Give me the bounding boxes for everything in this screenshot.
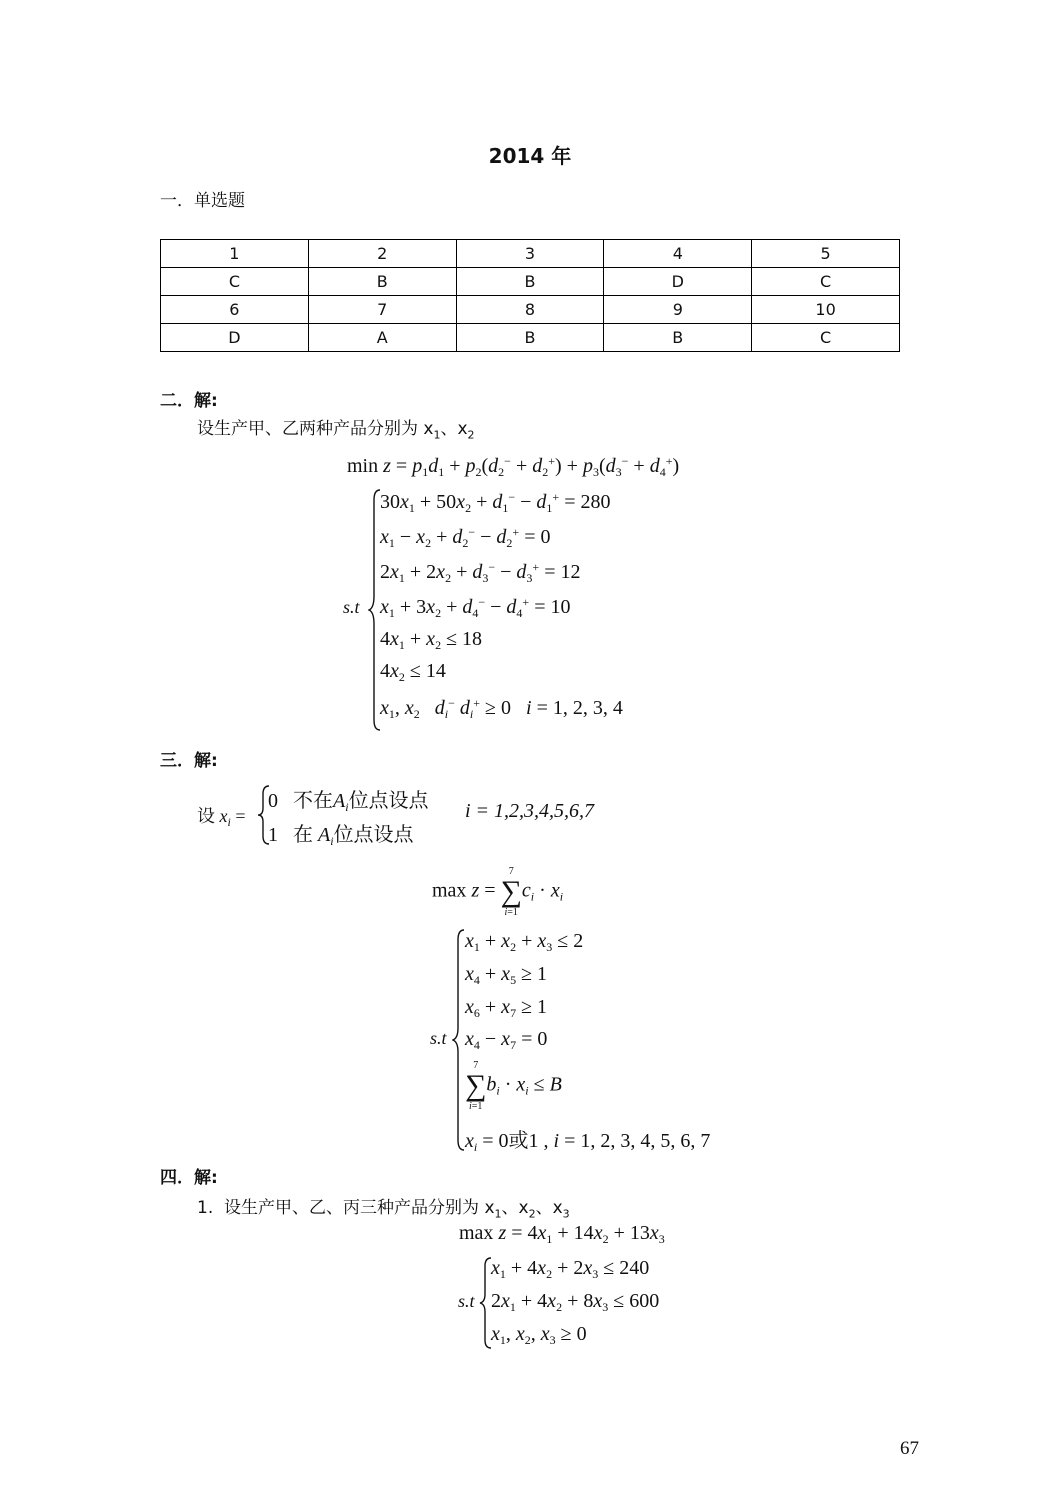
s2-constraint: $4x_2 \le 14$ xyxy=(380,660,446,684)
s4-constraint: $x_1 + 4x_2 + 2x_3 \le 240$ xyxy=(491,1257,650,1281)
sigma-icon: 7 ∑ i=1 xyxy=(500,866,522,918)
s2-constraint: $30x_1 + 50x_2 + d_1^- - d_1^+ = 280$ xyxy=(380,490,611,515)
s2-st-label: s.t xyxy=(343,597,360,617)
table-cell: C xyxy=(752,268,900,296)
s3-constraint: $x_1 + x_2 + x_3 \le 2$ xyxy=(465,930,584,954)
page-number: 67 xyxy=(900,1438,919,1459)
s3-constraint: $x_4 + x_5 \ge 1$ xyxy=(465,963,548,987)
table-cell: 9 xyxy=(604,296,752,324)
table-cell: D xyxy=(604,268,752,296)
table-row xyxy=(161,324,900,352)
s4-objective: $\max z = 4x_1 + 14x_2 + 13x_3$ xyxy=(459,1222,665,1246)
table-row xyxy=(161,240,900,268)
table-cell: 6 xyxy=(161,296,309,324)
s3-constraint: $x_6 + x_7 \ge 1$ xyxy=(465,996,548,1020)
answer-table xyxy=(160,239,900,352)
s2-objective: $\min z = p_1d_1 + p_2(d_2^- + d_2^+) + p_3(d_3^- + d_4^+)$ xyxy=(347,454,680,479)
table-cell: A xyxy=(308,324,456,352)
section-2-heading: 二．解: xyxy=(160,391,218,411)
table-cell: B xyxy=(308,268,456,296)
s3-case-1: 1 在 $A_i$位点设点 xyxy=(268,824,414,848)
s4-constraint: $x_1$, $x_2$, $x_3 \ge 0$ xyxy=(491,1323,587,1347)
table-cell: 1 xyxy=(161,240,309,268)
s3-objective: max z = 7 ∑ i=1 $c_i \cdot x_i$ xyxy=(432,866,564,918)
table-cell: 2 xyxy=(308,240,456,268)
s3-st-label: s.t xyxy=(430,1028,447,1048)
table-cell: 7 xyxy=(308,296,456,324)
table-row xyxy=(161,296,900,324)
table-cell: B xyxy=(456,268,604,296)
s4-st-label: s.t xyxy=(458,1291,475,1311)
s3-constraint: 7 ∑ i=1 $b_i \cdot x_i \le B$ xyxy=(465,1060,562,1112)
s2-constraint: $x_1 + 3x_2 + d_4^- - d_4^+ = 10$ xyxy=(380,595,571,620)
table-cell: B xyxy=(604,324,752,352)
section-1-heading: 一．单选题 xyxy=(160,191,245,211)
section-2-intro: 设生产甲、乙两种产品分别为 $x_1$、$x_2$ xyxy=(197,419,475,442)
table-cell: 8 xyxy=(456,296,604,324)
s3-constraint: $x_i = 0$或1 , i = 1, 2, 3, 4, 5, 6, 7 xyxy=(465,1130,711,1154)
s4-constraint: $2x_1 + 4x_2 + 8x_3 \le 600$ xyxy=(491,1290,660,1314)
table-cell: 5 xyxy=(752,240,900,268)
table-cell: 3 xyxy=(456,240,604,268)
table-cell: C xyxy=(161,268,309,296)
s3-var-def: 设 $x_i$ = xyxy=(197,806,246,829)
table-cell: B xyxy=(456,324,604,352)
s2-constraint: $4x_1 + x_2 \le 18$ xyxy=(380,628,483,652)
page-title: 2014 年 xyxy=(488,144,572,168)
s3-constraint: $x_4 - x_7 = 0$ xyxy=(465,1028,548,1052)
table-cell: 4 xyxy=(604,240,752,268)
s2-constraint: $x_1$, $x_2$ $d_i^-$ $d_i^+ \ge 0$ i = 1, 2, 3, 4 xyxy=(380,696,623,721)
section-4-heading: 四．解: xyxy=(160,1168,218,1188)
s3-index-range: i = 1,2,3,4,5,6,7 xyxy=(465,800,595,822)
s2-constraint: $2x_1 + 2x_2 + d_3^- - d_3^+ = 12$ xyxy=(380,560,581,585)
table-cell: 10 xyxy=(752,296,900,324)
table-cell: C xyxy=(752,324,900,352)
section-3-heading: 三．解: xyxy=(160,751,218,771)
section-4-intro: 1. 设生产甲、乙、丙三种产品分别为 $x_1$、$x_2$、$x_3$ xyxy=(197,1198,570,1221)
table-cell: D xyxy=(161,324,309,352)
s2-constraint: $x_1 - x_2 + d_2^- - d_2^+ = 0$ xyxy=(380,525,551,550)
s3-case-0: 0 不在$A_i$位点设点 xyxy=(268,790,429,814)
table-row xyxy=(161,268,900,296)
s3-st-brace-icon xyxy=(452,928,466,1152)
sigma-icon: 7 ∑ i=1 xyxy=(465,1060,487,1112)
